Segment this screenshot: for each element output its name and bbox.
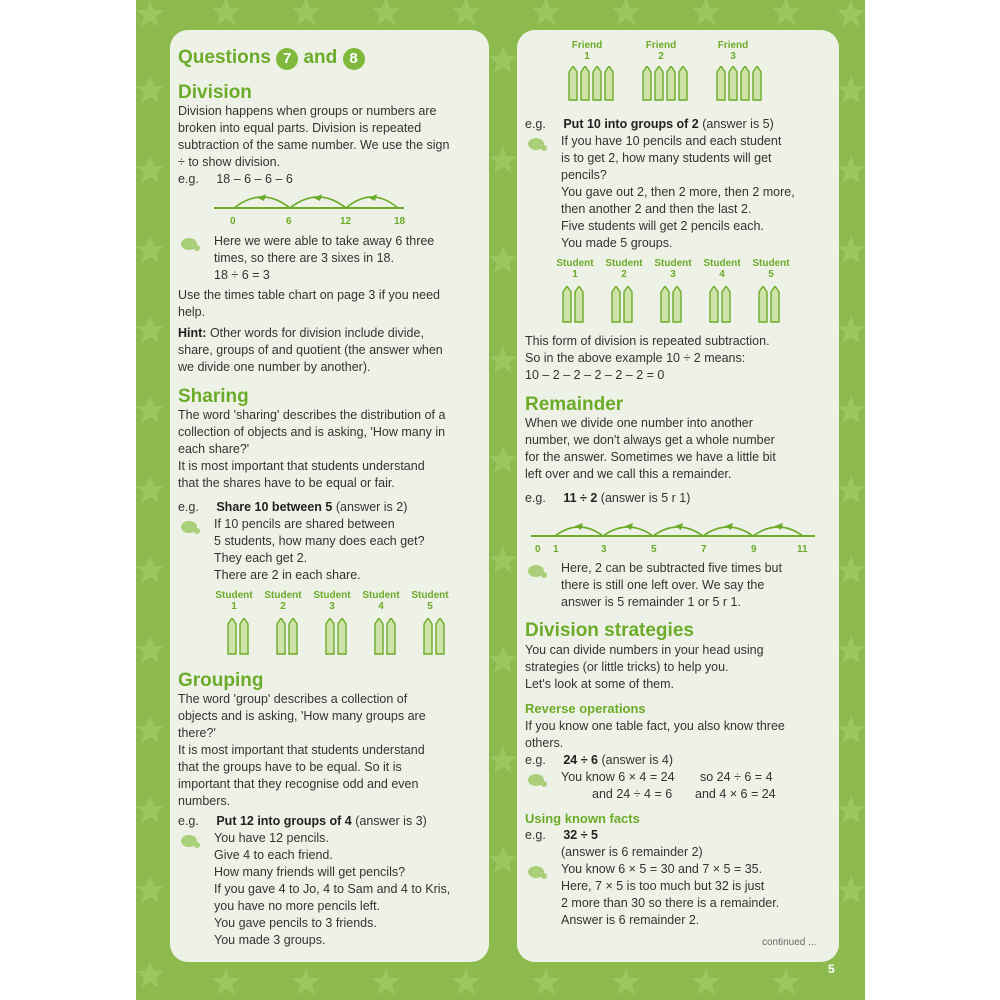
text-line: Division happens when groups or numbers are	[178, 104, 437, 118]
text-line: You gave pencils to 3 friends.	[214, 916, 377, 930]
text-line: is to get 2, how many students will get	[561, 151, 772, 165]
eg-label: e.g.	[525, 117, 546, 131]
text-line: there is still one left over. We say the	[561, 578, 765, 592]
left-panel	[170, 30, 489, 962]
reverse-operations-text	[525, 718, 837, 752]
questions-label: Questions	[178, 47, 271, 68]
text-line: you have no more pencils left.	[214, 899, 381, 913]
text-line: there?'	[178, 726, 216, 740]
text-line: strategies (or little tricks) to help you.	[525, 660, 729, 674]
tick-label: 12	[340, 216, 352, 227]
fact-line: and 4 × 6 = 24	[695, 787, 776, 801]
text-line: The word 'sharing' describes the distribution of a	[178, 408, 446, 422]
right-panel	[517, 30, 839, 962]
text-line: Here we were able to take away 6 three	[214, 234, 435, 248]
speech-bubble-icon	[180, 236, 202, 254]
remainder-heading: Remainder	[525, 394, 624, 415]
pencil-groups-students	[559, 286, 789, 326]
text-line: Here, 7 × 5 is too much but 32 is just	[561, 879, 765, 893]
grouping-heading: Grouping	[178, 670, 264, 691]
tick-label: 0	[535, 544, 541, 555]
eg-expression: Share 10 between 5	[216, 500, 333, 514]
tick-label: 18	[394, 216, 406, 227]
student-label: Student 2	[605, 258, 643, 280]
student-label: Student 3	[654, 258, 692, 280]
tick-label: 5	[651, 544, 657, 555]
friend-label: Friend 2	[645, 40, 677, 62]
times-table-note	[178, 287, 440, 321]
page-number: 5	[828, 962, 835, 976]
pencil-groups-friends	[559, 66, 799, 102]
text-line: If you gave 4 to Jo, 4 to Sam and 4 to Kris,	[214, 882, 451, 896]
student-label: Student 1	[215, 590, 253, 612]
question-number-7: 7	[276, 48, 298, 70]
text-line: The word 'group' describes a collection of	[178, 692, 408, 706]
student-label: Student 5	[411, 590, 449, 612]
friend-label: Friend 3	[717, 40, 749, 62]
speech-bubble-icon	[527, 864, 549, 882]
text-line: numbers.	[178, 794, 231, 808]
text-line: that the shares have to be equal or fair.	[178, 476, 395, 490]
eg-label: e.g.	[178, 500, 199, 514]
text-line: They each get 2.	[214, 551, 308, 565]
division-heading: Division	[178, 82, 252, 103]
text-line: for the answer. Sometimes we have a little bit	[525, 450, 776, 464]
speech-bubble-icon	[527, 563, 549, 581]
reverse-operations-heading: Reverse operations	[525, 701, 646, 716]
tick-label: 11	[797, 544, 808, 555]
eg-label: e.g.	[525, 828, 546, 842]
eg-label: e.g.	[178, 172, 199, 186]
remainder-explanation	[561, 560, 782, 611]
groups-of-2-example	[525, 116, 774, 133]
text-line: that the groups have to be equal. So it is	[178, 760, 402, 774]
tick-label: 6	[286, 216, 292, 227]
text-line: Other words for division include divide,	[206, 326, 424, 340]
eg-answer: (answer is 2)	[332, 500, 408, 514]
hint-label: Hint:	[178, 326, 207, 340]
tick-label: 9	[751, 544, 757, 555]
student-label: Student 4	[362, 590, 400, 612]
sharing-example	[178, 499, 407, 516]
eg-expression: Put 10 into groups of 2	[563, 117, 699, 131]
student-label: Student 5	[752, 258, 790, 280]
grouping-example	[178, 813, 427, 830]
tick-label: 1	[553, 544, 559, 555]
questions-title	[178, 46, 365, 70]
grouping-intro	[178, 691, 488, 810]
text-line: each share?'	[178, 442, 250, 456]
text-line: left over and we call this a remainder.	[525, 467, 732, 481]
text-line: If 10 pencils are shared between	[214, 517, 395, 531]
eg-label: e.g.	[525, 491, 546, 505]
text-line: This form of division is repeated subtraction.	[525, 334, 770, 348]
known-facts-example	[525, 827, 598, 844]
text-line: then another 2 and then the last 2.	[561, 202, 752, 216]
text-line: You gave out 2, then 2 more, then 2 more,	[561, 185, 795, 199]
text-line: If you know one table fact, you also know three	[525, 719, 785, 733]
grouping-explanation	[214, 830, 450, 949]
division-intro	[178, 103, 488, 171]
text-line: You have 12 pencils.	[214, 831, 329, 845]
remainder-intro	[525, 415, 837, 483]
eg-expression: Put 12 into groups of 4	[216, 814, 352, 828]
text-line: ÷ to show division.	[178, 155, 281, 169]
text-line: 5 students, how many does each get?	[214, 534, 425, 548]
reverse-example	[525, 752, 673, 769]
text-line: Let's look at some of them.	[525, 677, 674, 691]
speech-bubble-icon	[527, 772, 549, 790]
text-line: You can divide numbers in your head using	[525, 643, 764, 657]
text-line: broken into equal parts. Division is repeated	[178, 121, 422, 135]
text-line: number, we don't always get a whole number	[525, 433, 775, 447]
text-line: 2 more than 30 so there is a remainder.	[561, 896, 780, 910]
text-line: If you have 10 pencils and each student	[561, 134, 782, 148]
continued-label: continued ...	[762, 937, 817, 948]
fact-line: You know 6 × 4 = 24	[561, 770, 675, 784]
tick-label: 0	[230, 216, 236, 227]
question-number-8: 8	[343, 48, 365, 70]
eg-expression: 32 ÷ 5	[563, 828, 599, 842]
eg-answer: (answer is 4)	[598, 753, 674, 767]
tick-label: 7	[701, 544, 707, 555]
sharing-heading: Sharing	[178, 386, 249, 407]
division-explanation	[214, 233, 434, 284]
eg-answer: (answer is 5 r 1)	[597, 491, 691, 505]
text-line: Answer is 6 remainder 2.	[561, 913, 700, 927]
student-label: Student 4	[703, 258, 741, 280]
text-line: pencils?	[561, 168, 607, 182]
remainder-example	[525, 490, 690, 507]
sharing-intro	[178, 407, 488, 492]
eg-answer: (answer is 6 remainder 2)	[561, 845, 703, 859]
text-line: 18 ÷ 6 = 3	[214, 268, 270, 282]
and-label: and	[303, 47, 338, 68]
tick-label: 3	[601, 544, 607, 555]
student-label: Student 2	[264, 590, 302, 612]
text-line: 10 – 2 – 2 – 2 – 2 – 2 = 0	[525, 368, 665, 382]
text-line: objects and is asking, 'How many groups are	[178, 709, 426, 723]
text-line: It is most important that students understand	[178, 743, 425, 757]
division-example	[178, 171, 293, 188]
text-line: subtraction of the same number. We use the sign	[178, 138, 450, 152]
text-line: You know 6 × 5 = 30 and 7 × 5 = 35.	[561, 862, 763, 876]
text-line: important that they recognise odd and even	[178, 777, 419, 791]
fact-line: and 24 ÷ 4 = 6	[592, 787, 673, 801]
text-line: collection of objects and is asking, 'How many in	[178, 425, 446, 439]
friend-label: Friend 1	[571, 40, 603, 62]
strategies-intro	[525, 642, 837, 693]
numberline-11	[531, 516, 821, 546]
eg-expression: 11 ÷ 2	[563, 491, 598, 505]
page-background	[136, 0, 865, 1000]
text-line: Use the times table chart on page 3 if you need	[178, 288, 440, 302]
groups-of-2-explanation	[561, 133, 795, 252]
known-facts-explanation	[561, 861, 779, 929]
speech-bubble-icon	[180, 519, 202, 537]
text-line: answer is 5 remainder 1 or 5 r 1.	[561, 595, 741, 609]
speech-bubble-icon	[527, 136, 549, 154]
eg-answer: (answer is 5)	[698, 117, 774, 131]
text-line: So in the above example 10 ÷ 2 means:	[525, 351, 746, 365]
text-line: You made 3 groups.	[214, 933, 326, 947]
student-label: Student 1	[556, 258, 594, 280]
text-line: times, so there are 3 sixes in 18.	[214, 251, 394, 265]
text-line: we divide one number by another).	[178, 360, 371, 374]
eg-label: e.g.	[178, 814, 199, 828]
text-line: There are 2 in each share.	[214, 568, 361, 582]
using-known-facts-heading: Using known facts	[525, 811, 640, 826]
student-label: Student 3	[313, 590, 351, 612]
text-line: Here, 2 can be subtracted five times but	[561, 561, 782, 575]
eg-answer: (answer is 3)	[351, 814, 427, 828]
fact-line: so 24 ÷ 6 = 4	[700, 770, 773, 784]
eg-expression: 18 – 6 – 6 – 6	[216, 172, 293, 186]
text-line: Give 4 to each friend.	[214, 848, 333, 862]
text-line: When we divide one number into another	[525, 416, 753, 430]
pencil-groups-sharing	[218, 618, 448, 658]
repeated-subtraction-note	[525, 333, 770, 384]
text-line: others.	[525, 736, 564, 750]
sharing-explanation	[214, 516, 425, 584]
eg-label: e.g.	[525, 753, 546, 767]
numberline-18	[214, 190, 414, 226]
text-line: help.	[178, 305, 206, 319]
text-line: Five students will get 2 pencils each.	[561, 219, 764, 233]
speech-bubble-icon	[180, 833, 202, 851]
text-line: It is most important that students understand	[178, 459, 425, 473]
hint-block	[178, 325, 443, 376]
eg-expression: 24 ÷ 6	[563, 753, 599, 767]
text-line: share, groups of and quotient (the answer when	[178, 343, 443, 357]
text-line: You made 5 groups.	[561, 236, 673, 250]
text-line: How many friends will get pencils?	[214, 865, 406, 879]
division-strategies-heading: Division strategies	[525, 620, 694, 641]
